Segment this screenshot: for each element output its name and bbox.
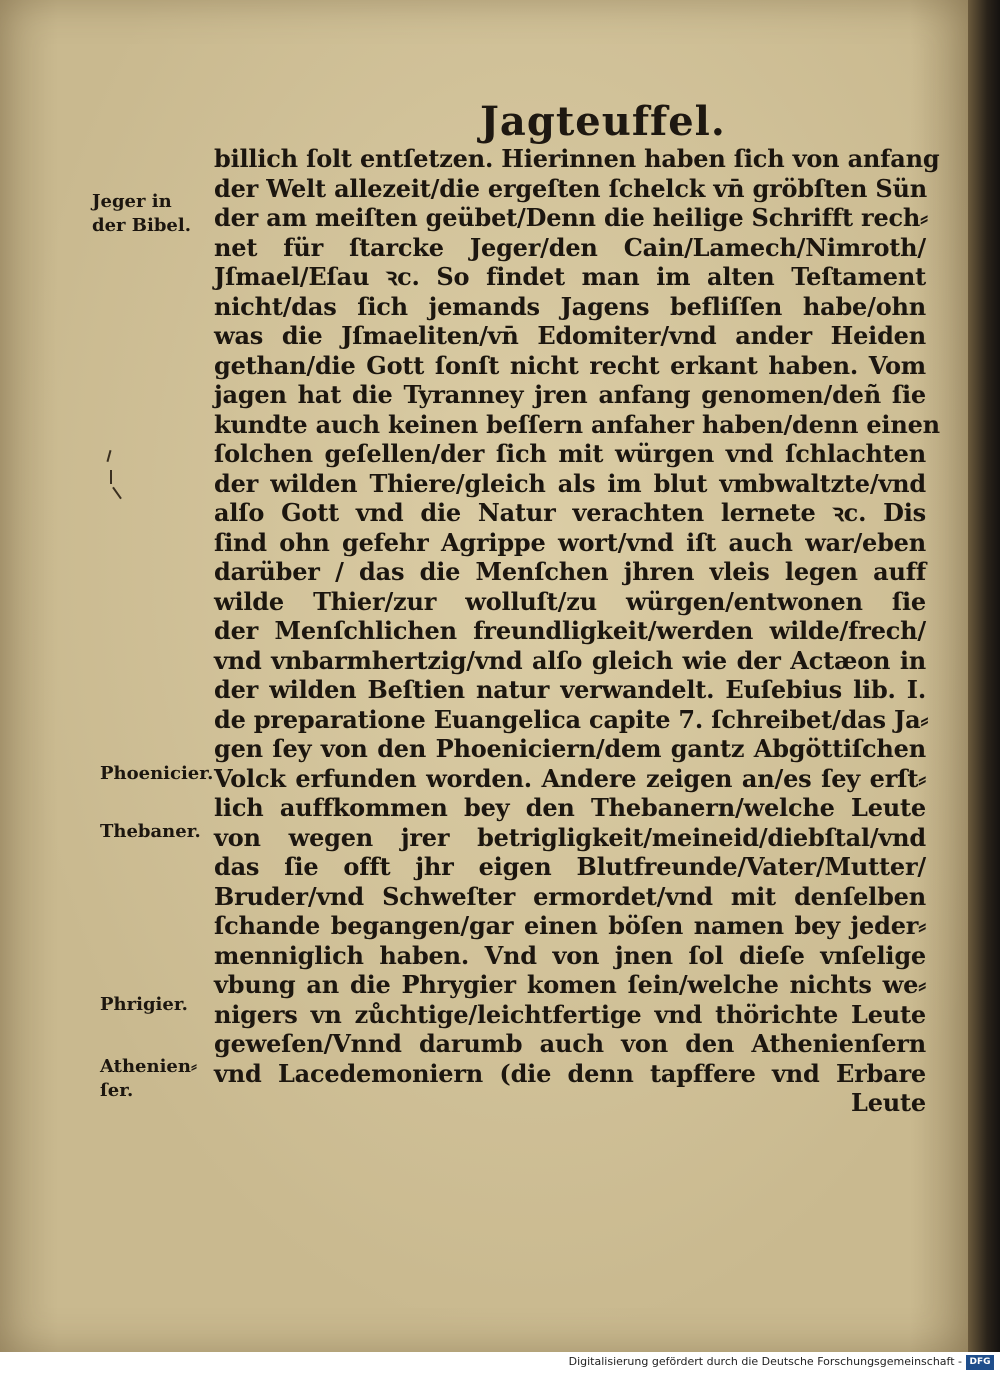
text-line: geweſen/Vnnd darumb auch von den Athenienſern [214,1029,926,1058]
text-line: vnd vnbarmhertzig/vnd alſo gleich wie der Actæon in [214,645,926,675]
marginal-note-thebaner: Thebaner. [100,821,201,842]
catchword: Leute [851,1088,926,1117]
text-line: darüber / das die Menſchen jhren vleis legen auff [214,557,926,586]
text-line: vnd Lacedemoniern (die denn tapffere vnd Erbare [214,1058,926,1088]
text-line: menniglich haben. Vnd von jnen ſol dieſe vnſelige [214,940,926,970]
text-line: lich auffkommen bey den Thebanern/welche Leute [214,793,926,822]
text-line: nigers vn zůchtige/leichtfertige vnd thörichte Leute [214,999,926,1029]
text-line: was die Jſmaeliten/vn̄ Edomiter/vnd ander Heiden [214,321,926,350]
text-line: das ſie offt jhr eigen Blutfreunde/Vater/Mutter/ [214,852,926,881]
text-line: nicht/das ſich jemands Jagens befliſſen habe/ohn [214,291,926,321]
text-line: de preparatione Euangelica capite 7. ſchreibet/das Ja⸗ [214,704,929,734]
text-line: billich ſolt entſetzen. Hierinnen haben ſich von anfang [214,144,940,173]
footer-bar [0,1352,1000,1374]
marginal-note-jeger-in: Jeger in [92,191,172,212]
text-line: der wilden Beſtien natur verwandelt. Euſebius lib. I. [214,675,926,704]
ink-mark [110,470,112,484]
text-line: Volck erfunden worden. Andere zeigen an/es ſey erſt⸗ [214,763,926,793]
text-line: der Menſchlichen freundligkeit/werden wilde/frech/ [214,616,926,645]
text-line: alſo Gott vnd die Natur verachten lernete ꝛc. Dis [214,498,926,527]
text-line: der am meiſten geübet/Denn die heilige Schrifft rech⸗ [214,203,928,232]
text-line: gen ſey von den Phoeniciern/dem gantz Abgöttiſchen [214,734,926,763]
text-line: vbung an die Phrygier komen ſein/welche nichts we⸗ [214,970,926,999]
running-head: Jagteuffel. [480,98,726,145]
main-text-block [214,144,940,1118]
text-line: ſchande begangen/gar einen böſen namen bey jeder⸗ [214,911,926,940]
text-line: gethan/die Gott ſonſt nicht recht erkant haben. Vom [214,350,926,380]
text-line: ſolchen geſellen/der ſich mit würgen vnd ſchlachten [214,439,926,468]
marginal-note-phoenicier: Phoenicier. [100,763,214,784]
text-line: der wilden Thiere/gleich als im blut vmbwaltzte/vnd [214,468,926,498]
text-line: von wegen jrer betrigligkeit/meineid/diebſtal/vnd [214,822,926,852]
text-line: net für ſtarcke Jeger/den Cain/Lamech/Nimroth/ [214,232,926,262]
marginal-note-athenienser: Athenien⸗ [100,1056,197,1077]
ink-mark [106,450,111,462]
text-line: Bruder/vnd Schweſter ermordet/vnd mit denſelben [214,881,926,911]
text-line: kundte auch keinen beſſern anfaher haben/denn einen [214,409,940,439]
marginal-note-athenienser-cont: ſer. [100,1080,134,1101]
text-line: jagen hat die Tyranney jren anfang genomen/deñ ſie [214,380,926,409]
text-line: Jſmael/Eſau ꝛc. So findet man im alten Teſtament [214,262,926,291]
text-line: wilde Thier/zur wolluſt/zu würgen/entwonen ſie [214,586,926,616]
text-line: der Welt allezeit/die ergeſten ſchelck vn̄ gröbſten Sün [214,173,928,203]
marginal-note-phrigier: Phrigier. [100,994,188,1015]
ink-mark [112,487,122,500]
scan-edge-shadow [968,0,1000,1352]
marginal-note-der-bibel: der Bibel. [92,215,191,236]
footer-credit: Digitalisierung gefördert durch die Deutsche Forschungsgemeinschaft - [568,1355,962,1368]
dfg-logo: DFG [966,1355,994,1370]
text-line: ſind ohn gefehr Agrippe wort/vnd iſt auch war/eben [214,527,926,557]
